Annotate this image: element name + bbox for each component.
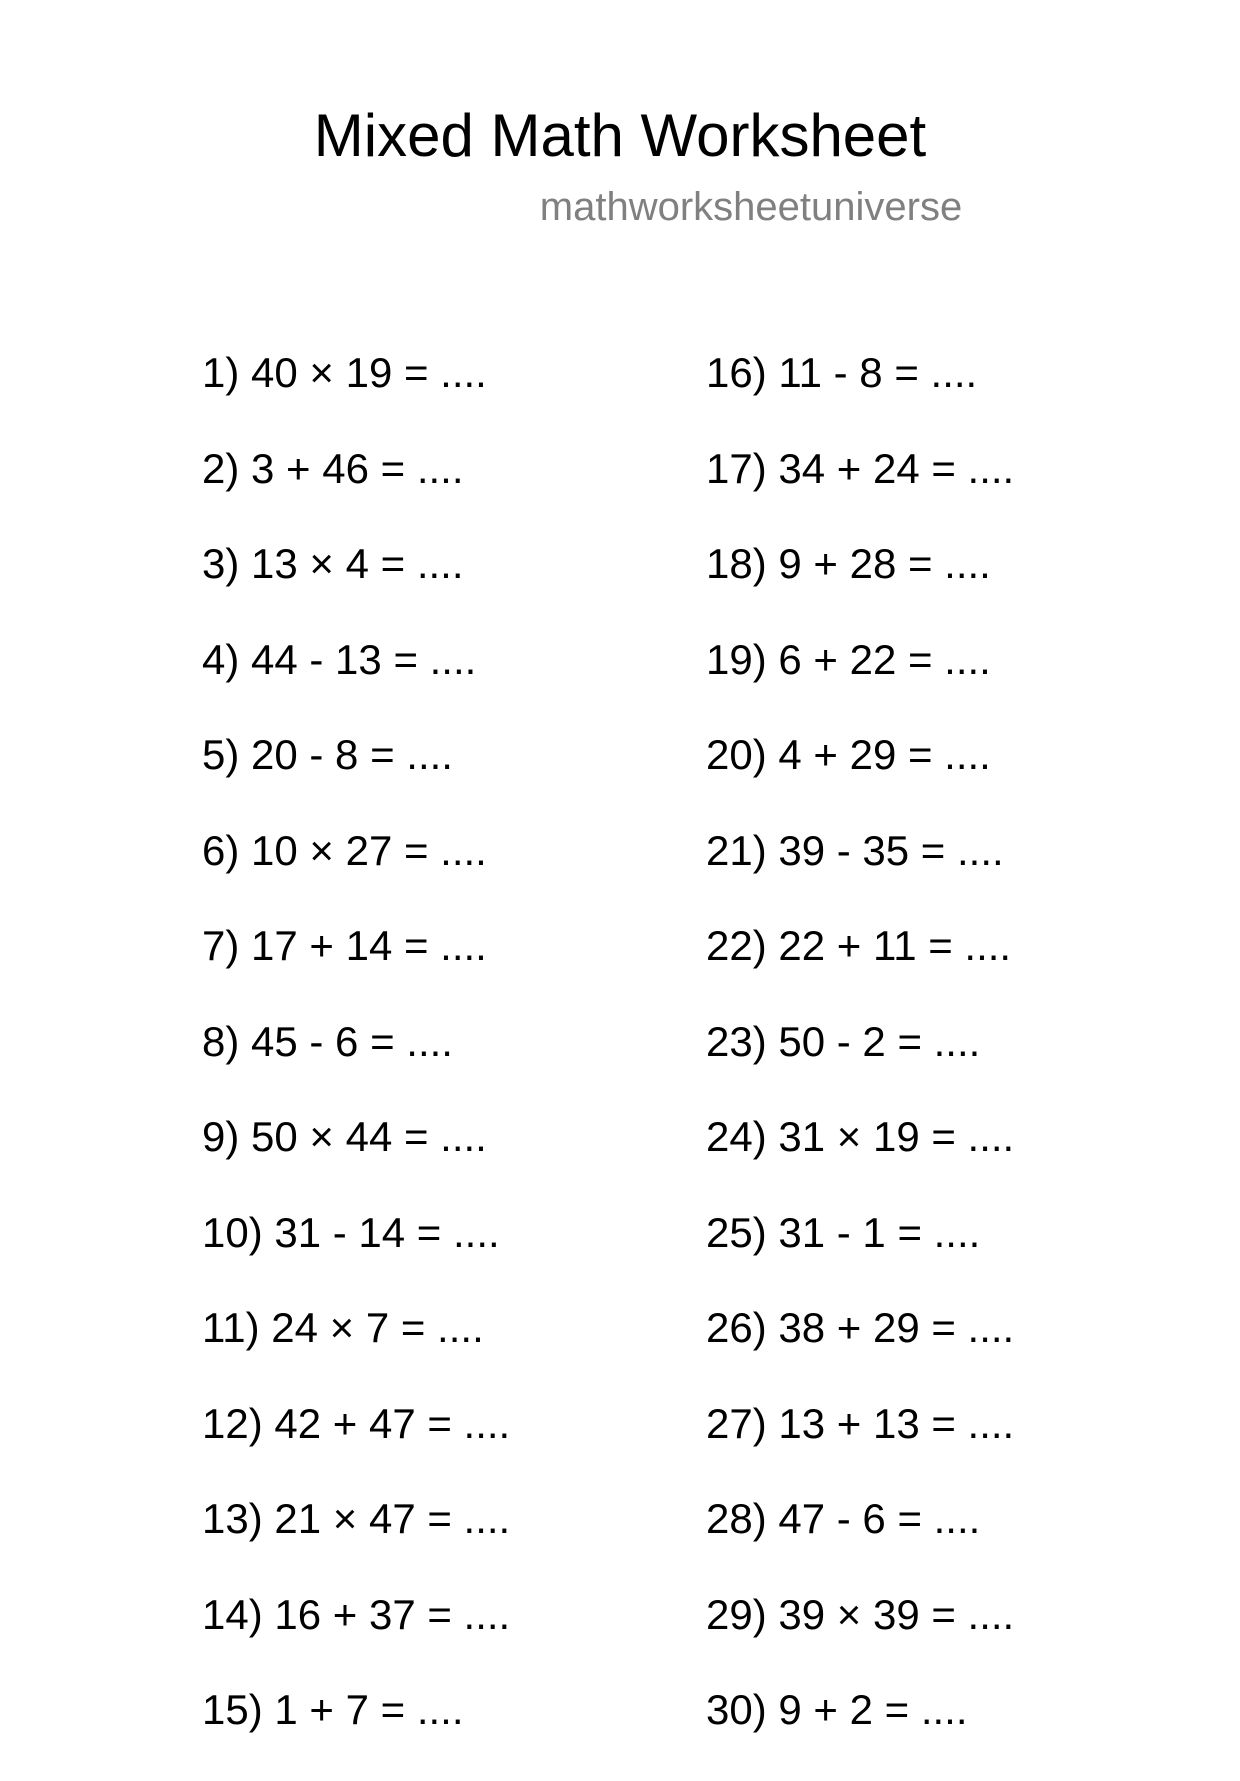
worksheet-title: Mixed Math Worksheet (313, 102, 927, 169)
problem-18: 18) 9 + 28 = .... (706, 540, 991, 587)
problem-15: 15) 1 + 7 = .... (202, 1686, 464, 1733)
problem-6: 6) 10 × 27 = .... (202, 826, 487, 874)
problem-21: 21) 39 - 35 = .... (706, 826, 1004, 874)
problem-5: 5) 20 - 8 = .... (202, 731, 453, 778)
problem-20: 20) 4 + 29 = .... (706, 731, 991, 778)
worksheet-subtitle: mathworksheetuniverse (539, 185, 963, 229)
problem-27: 27) 13 + 13 = .... (706, 1399, 1015, 1447)
problem-24: 24) 31 × 19 = .... (706, 1113, 1015, 1160)
problem-17: 17) 34 + 24 = .... (706, 444, 1015, 492)
problem-23: 23) 50 - 2 = .... (706, 1017, 981, 1065)
problem-column-right (706, 348, 1014, 1781)
problem-7: 7) 17 + 14 = .... (202, 922, 487, 969)
problem-3: 3) 13 × 4 = .... (202, 540, 464, 587)
problem-11: 11) 24 × 7 = .... (202, 1304, 484, 1351)
problem-30: 30) 9 + 2 = .... (706, 1686, 968, 1733)
problem-1: 1) 40 × 19 = .... (202, 349, 487, 396)
problem-column-left (202, 348, 510, 1781)
problem-25: 25) 31 - 1 = .... (706, 1208, 981, 1256)
problem-14: 14) 16 + 37 = .... (202, 1590, 511, 1638)
problem-28: 28) 47 - 6 = .... (706, 1495, 981, 1542)
problem-4: 4) 44 - 13 = .... (202, 635, 477, 683)
problem-9: 9) 50 × 44 = .... (202, 1113, 487, 1160)
problem-26: 26) 38 + 29 = .... (706, 1304, 1015, 1351)
problem-16: 16) 11 - 8 = .... (706, 349, 978, 396)
problem-19: 19) 6 + 22 = .... (706, 635, 991, 683)
problem-12: 12) 42 + 47 = .... (202, 1399, 511, 1447)
problem-10: 10) 31 - 14 = .... (202, 1208, 500, 1256)
problem-29: 29) 39 × 39 = .... (706, 1590, 1015, 1638)
problem-22: 22) 22 + 11 = .... (706, 922, 1012, 969)
problem-8: 8) 45 - 6 = .... (202, 1017, 453, 1065)
problem-13: 13) 21 × 47 = .... (202, 1495, 511, 1542)
problem-2: 2) 3 + 46 = .... (202, 444, 464, 492)
